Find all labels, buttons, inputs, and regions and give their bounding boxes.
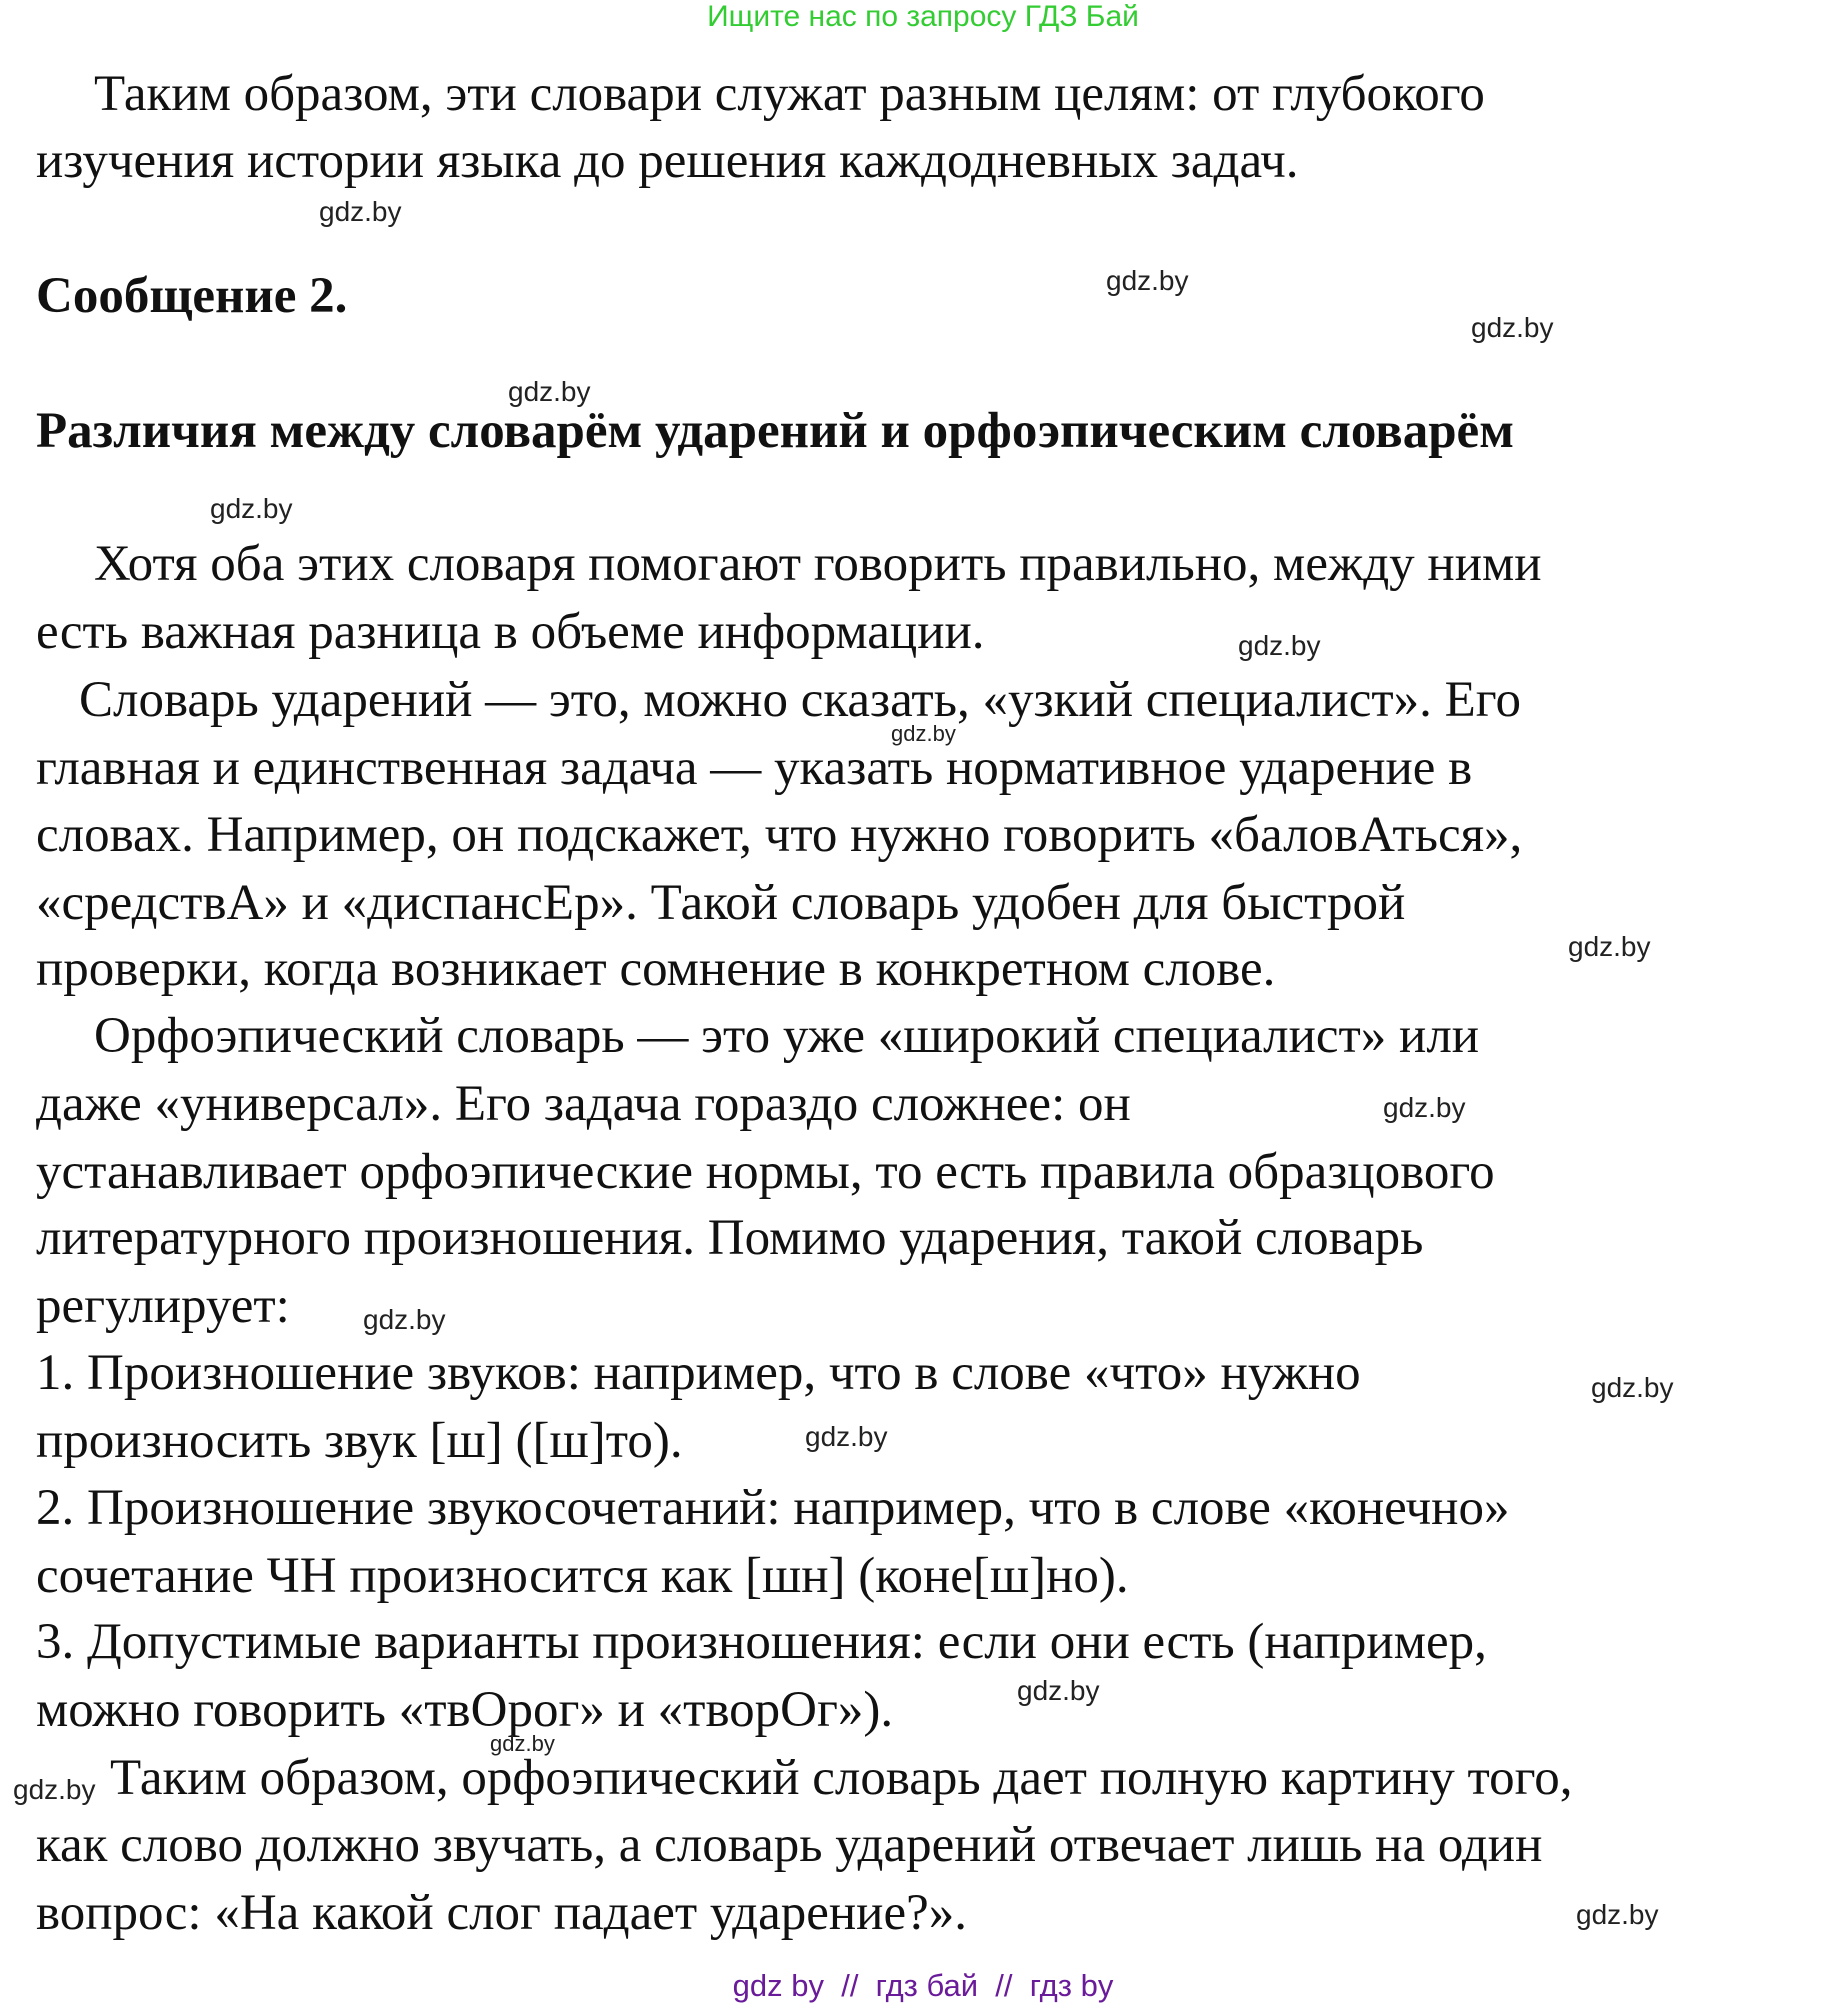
watermark: gdz.by <box>1238 630 1321 661</box>
watermark: gdz.by <box>891 721 956 746</box>
body-line: как слово должно звучать, а словарь ударений отвечает лишь на один <box>36 1817 1543 1873</box>
watermark: gdz.by <box>805 1421 888 1452</box>
message-title: Сообщение 2. <box>36 268 348 324</box>
intro-line: Таким образом, эти словари служат разным целям: от глубокого <box>94 66 1485 122</box>
body-line: «средствА» и «диспансЕр». Такой словарь удобен для быстрой <box>36 875 1406 931</box>
list-item: 1. Произношение звуков: например, что в слове «что» нужно <box>36 1345 1361 1401</box>
body-line: словах. Например, он подскажет, что нужно говорить «баловАться», <box>36 807 1523 863</box>
watermark: gdz.by <box>490 1731 555 1756</box>
body-line: даже «универсал». Его задача гораздо сложнее: он <box>36 1076 1131 1132</box>
body-line: Таким образом, орфоэпический словарь дает полную картину того, <box>110 1750 1573 1806</box>
body-line: есть важная разница в объеме информации. <box>36 604 985 660</box>
watermark: gdz.by <box>363 1304 446 1335</box>
section-heading: Различия между словарём ударений и орфоэпическим словарём <box>36 403 1514 459</box>
watermark: gdz.by <box>1591 1372 1674 1403</box>
body-line: Хотя оба этих словаря помогают говорить правильно, между ними <box>94 536 1542 592</box>
watermark: gdz.by <box>1383 1092 1466 1123</box>
body-line: вопрос: «На какой слог падает ударение?». <box>36 1885 967 1941</box>
body-line: регулирует: <box>36 1278 290 1334</box>
body-line: главная и единственная задача — указать нормативное ударение в <box>36 740 1473 796</box>
watermark: gdz.by <box>13 1774 96 1805</box>
watermark: gdz.by <box>1017 1675 1100 1706</box>
body-line: Орфоэпический словарь — это уже «широкий специалист» или <box>94 1008 1480 1064</box>
list-item: можно говорить «твОрог» и «творОг»). <box>36 1682 894 1738</box>
watermark: gdz.by <box>319 196 402 227</box>
list-item: 3. Допустимые варианты произношения: если они есть (например, <box>36 1614 1487 1670</box>
list-item: сочетание ЧН произносится как [шн] (коне[ш]но). <box>36 1548 1129 1604</box>
body-line: Словарь ударений — это, можно сказать, «узкий специалист». Его <box>79 672 1521 728</box>
body-line: литературного произношения. Помимо ударения, такой словарь <box>36 1210 1424 1266</box>
list-item: 2. Произношение звукосочетаний: например, что в слове «конечно» <box>36 1480 1510 1536</box>
watermark: gdz.by <box>508 376 591 407</box>
body-line: устанавливает орфоэпические нормы, то есть правила образцового <box>36 1144 1495 1200</box>
list-item: произносить звук [ш] ([ш]то). <box>36 1413 683 1469</box>
footer-links: gdz by // гдз бай // гдз by <box>732 1968 1114 2003</box>
intro-line: изучения истории языка до решения каждодневных задач. <box>36 133 1299 189</box>
body-line: проверки, когда возникает сомнение в конкретном слове. <box>36 941 1276 997</box>
search-hint-header: Ищите нас по запросу ГДЗ Бай <box>707 0 1139 33</box>
watermark: gdz.by <box>1471 312 1554 343</box>
watermark: gdz.by <box>210 493 293 524</box>
watermark: gdz.by <box>1576 1899 1659 1930</box>
watermark: gdz.by <box>1568 931 1651 962</box>
watermark: gdz.by <box>1106 265 1189 296</box>
